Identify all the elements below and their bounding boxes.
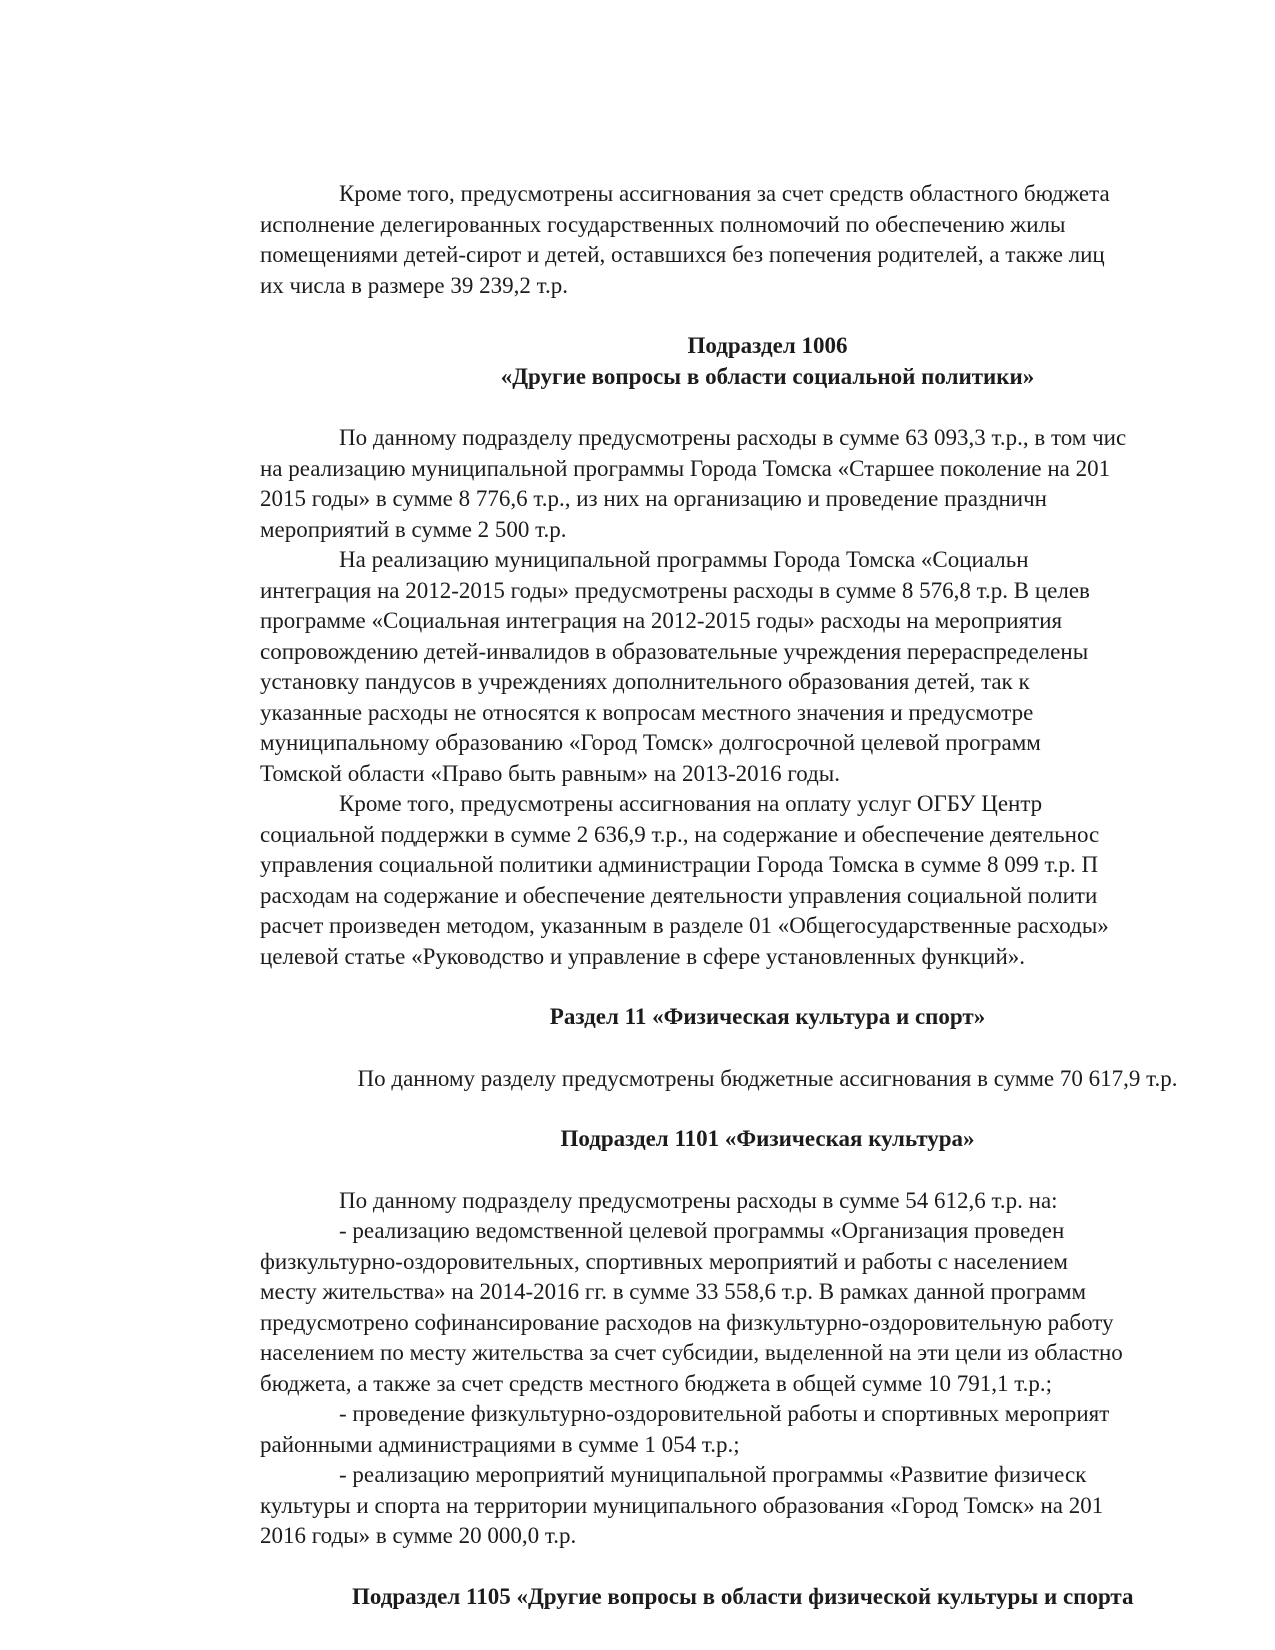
text-line: культуры и спорта на территории муниципального образования «Город Томск» на 201 bbox=[260, 1492, 1104, 1518]
text-line: мероприятий в сумме 2 500 т.р. bbox=[260, 516, 567, 542]
heading-line: Подраздел 1105 «Другие вопросы в области физической культуры и спорта bbox=[352, 1583, 1134, 1609]
text-line: По данному подразделу предусмотрены расходы в сумме 54 612,6 т.р. на: bbox=[339, 1187, 1058, 1213]
paragraph-1006-body bbox=[260, 423, 1275, 972]
text-line: целевой статье «Руководство и управление в сфере установленных функций». bbox=[260, 943, 1026, 969]
text-line: населением по месту жительства за счет субсидии, выделенной на эти цели из областно bbox=[260, 1340, 1123, 1365]
text-line: - проведение физкультурно-оздоровительной работы и спортивных мероприят bbox=[339, 1401, 1110, 1426]
text-line: их числа в размере 39 239,2 т.р. bbox=[260, 272, 568, 298]
heading-line: «Другие вопросы в области социальной политики» bbox=[500, 363, 1035, 389]
text-line: 2015 годы» в сумме 8 776,6 т.р., из них на организацию и проведение праздничн bbox=[260, 486, 1047, 511]
text-line: - реализацию мероприятий муниципальной программы «Развитие физическ bbox=[339, 1462, 1087, 1487]
document-body bbox=[260, 179, 1275, 1612]
text-line: - реализацию ведомственной целевой программы «Организация проведен bbox=[339, 1218, 1065, 1243]
text-line: 2016 годы» в сумме 20 000,0 т.р. bbox=[260, 1523, 577, 1548]
heading-line: Подраздел 1006 bbox=[687, 333, 848, 358]
text-line: сопровождению детей-инвалидов в образовательные учреждения перераспределены bbox=[260, 638, 1089, 664]
text-line: районными администрациями в сумме 1 054 т.р.; bbox=[260, 1431, 740, 1457]
text-line: Томской области «Право быть равным» на 2013-2016 годы. bbox=[260, 760, 840, 786]
text-line: Кроме того, предусмотрены ассигнования на оплату услуг ОГБУ Центр bbox=[339, 791, 1043, 816]
text-line: интеграция на 2012-2015 годы» предусмотрены расходы в сумме 8 576,8 т.р. В целев bbox=[260, 577, 1090, 603]
text-line: По данному подразделу предусмотрены расходы в сумме 63 093,3 т.р., в том чис bbox=[339, 425, 1127, 450]
text-line: На реализацию муниципальной программы Города Томска «Социальн bbox=[339, 547, 1029, 572]
text-line: месту жительства» на 2014-2016 гг. в сумме 33 558,6 т.р. В рамках данной программ bbox=[260, 1279, 1087, 1304]
paragraph-1101-body bbox=[260, 1186, 1275, 1552]
text-line: исполнение делегированных государственных полномочий по обеспечению жилы bbox=[260, 211, 1066, 237]
text-line: помещениями детей-сирот и детей, оставшихся без попечения родителей, а также лиц bbox=[260, 242, 1105, 267]
text-line: предусмотрено софинансирование расходов на физкультурно-оздоровительную работу bbox=[260, 1309, 1114, 1335]
text-line: расчет произведен методом, указанным в разделе 01 «Общегосударственные расходы» bbox=[260, 913, 1109, 938]
text-line: физкультурно-оздоровительных, спортивных мероприятий и работы с населением bbox=[260, 1248, 1068, 1274]
text-line: социальной поддержки в сумме 2 636,9 т.р., на содержание и обеспечение деятельнос bbox=[260, 821, 1100, 847]
text-line: муниципальному образованию «Город Томск» долгосрочной целевой программ bbox=[260, 730, 1041, 755]
text-line: расходам на содержание и обеспечение деятельности управления социальной полити bbox=[260, 882, 1098, 908]
section-heading-1105 bbox=[260, 1582, 1275, 1613]
text-line: указанные расходы не относятся к вопросам местного значения и предусмотре bbox=[260, 699, 1034, 725]
section-heading-1006 bbox=[260, 331, 1275, 392]
section-11-summary bbox=[260, 1064, 1275, 1095]
text-line: на реализацию муниципальной программы Города Томска «Старшее поколение на 201 bbox=[260, 455, 1111, 481]
heading-line: Подраздел 1101 «Физическая культура» bbox=[560, 1126, 975, 1151]
text-line: управления социальной политики администрации Города Томска в сумме 8 099 т.р. П bbox=[260, 852, 1099, 877]
section-heading-1101 bbox=[260, 1124, 1275, 1155]
heading-line: Раздел 11 «Физическая культура и спорт» bbox=[549, 1004, 986, 1029]
text-line: По данному разделу предусмотрены бюджетные ассигнования в сумме 70 617,9 т.р. bbox=[357, 1065, 1178, 1091]
section-heading-11 bbox=[260, 1002, 1275, 1033]
text-line: программе «Социальная интеграция на 2012-2015 годы» расходы на мероприятия bbox=[260, 608, 1063, 633]
text-line: Кроме того, предусмотрены ассигнования за счет средств областного бюджета bbox=[339, 181, 1110, 206]
text-line: бюджета, а также за счет средств местного бюджета в общей сумме 10 791,1 т.р.; bbox=[260, 1370, 1052, 1396]
paragraph-orphans-housing bbox=[260, 179, 1275, 301]
text-line: установку пандусов в учреждениях дополнительного образования детей, так к bbox=[260, 669, 1030, 694]
